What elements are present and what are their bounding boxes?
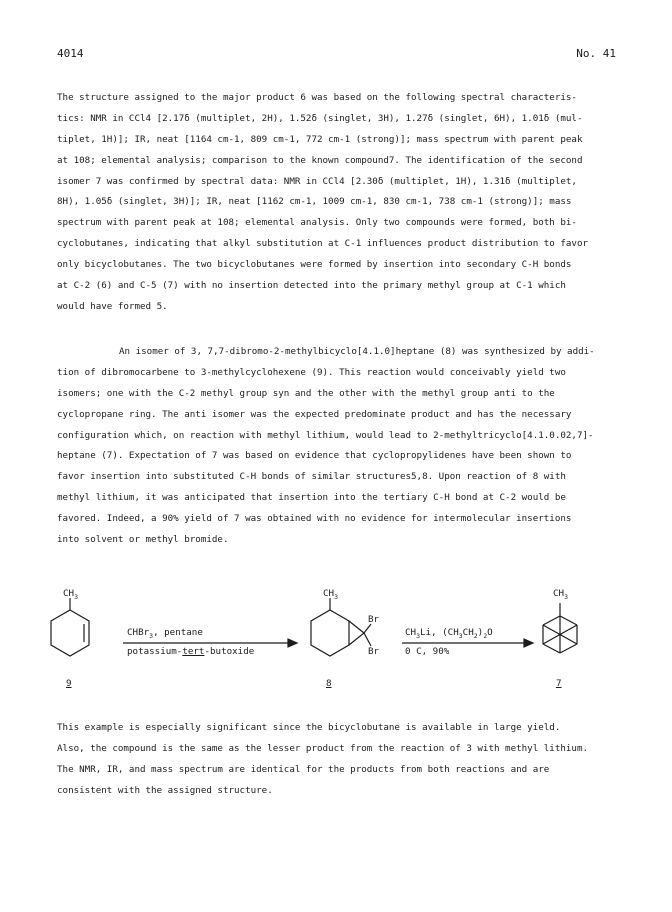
paragraph-significance bbox=[57, 718, 623, 802]
text-line: would have formed 5. bbox=[57, 300, 168, 312]
bromo-bond bbox=[364, 633, 371, 646]
text-line: This example is especially significant since the bicyclobutane is available in large yield. bbox=[57, 722, 561, 733]
page-number: 4014 bbox=[57, 47, 84, 60]
ring-bond bbox=[543, 644, 560, 653]
cyclohexene-ring bbox=[51, 610, 89, 656]
text-line: cyclopropane ring. The anti isomer was the expected predominate product and has the necessary bbox=[57, 408, 572, 420]
text-line: spectrum with parent peak at 108; elemental analysis. Only two compounds were formed, both bi- bbox=[57, 217, 577, 229]
ring-bond bbox=[543, 616, 560, 625]
paragraph-isomer-synthesis bbox=[57, 342, 623, 551]
arrow-head-2 bbox=[524, 639, 533, 647]
text-line: tics: NMR in CCl4 [2.17δ (multiplet, 2H), 1.52δ (singlet, 3H), 1.27δ (singlet, 6H), 1.01δ (mul- bbox=[57, 112, 583, 124]
bromine-label: Br bbox=[368, 614, 380, 625]
bromine-label: Br bbox=[368, 646, 380, 657]
reagent-2-bottom: 0 C, 90% bbox=[405, 646, 450, 657]
cyclopropane-bond bbox=[349, 621, 364, 633]
bromo-bond bbox=[364, 624, 371, 633]
text-line: heptane (7). Expectation of 7 was based on evidence that cyclopropylidenes have been shown to bbox=[57, 450, 572, 462]
text-line: isomer 7 was confirmed by spectral data: NMR in CCl4 [2.30δ (multiplet, 1H), 1.31δ (multiplet, bbox=[57, 175, 577, 187]
cyclohexane-ring bbox=[311, 610, 349, 656]
reagent-1-top: CHBr$_3$, pentane bbox=[127, 627, 203, 640]
text-line: configuration which, on reaction with methyl lithium, would lead to 2-methyltricyclo[4.1.0.02,7]- bbox=[57, 429, 594, 441]
text-line: at C-2 (6) and C-5 (7) with no insertion detected into the primary methyl group at C-1 which bbox=[57, 280, 566, 292]
text-line: An isomer of 3, 7,7-dibromo-2-methylbicyclo[4.1.0]heptane (8) was synthesized by addi- bbox=[119, 346, 595, 357]
ring-bond bbox=[560, 616, 577, 625]
scheme-drawing bbox=[0, 588, 672, 698]
reagent-2-top: $CH_3Li$, $(CH_3CH_2)_2O$ bbox=[405, 627, 493, 640]
paragraph-spectral-data bbox=[57, 88, 623, 318]
text-line: consistent with the assigned structure. bbox=[57, 784, 273, 796]
compound-label-8: 8 bbox=[326, 678, 332, 689]
text-line: The NMR, IR, and mass spectrum are identical for the products from both reactions and are bbox=[57, 763, 550, 775]
issue-number: No. 41 bbox=[576, 47, 616, 60]
text-line: Also, the compound is the same as the lesser product from the reaction of 3 with methyl lithium. bbox=[57, 742, 589, 754]
text-line: favor insertion into substituted C-H bonds of similar structures5,8. Upon reaction of 8 with bbox=[57, 471, 566, 483]
text-line: 8H), 1.05δ (singlet, 3H)]; IR, neat [1162 cm-1, 1009 cm-1, 830 cm-1, 738 cm-1 (strong)]; mass bbox=[57, 196, 572, 208]
methyl-label: $CH_3$ bbox=[323, 588, 338, 601]
methyl-label: $CH_3$ bbox=[553, 588, 568, 601]
text-line: only bicyclobutanes. The two bicyclobutanes were formed by insertion into secondary C-H bonds bbox=[57, 259, 572, 271]
reagent-1-bottom: potassium-tert-butoxide bbox=[127, 646, 255, 657]
methyl-label: $CH_3$ bbox=[63, 588, 78, 601]
text-line: cyclobutanes, indicating that alkyl substitution at C-1 influences product distribution to favor bbox=[57, 238, 589, 250]
compound-label-9: 9 bbox=[66, 678, 72, 689]
text-line: tiplet, 1H)]; IR, neat [1164 cm-1, 809 cm-1, 772 cm-1 (strong)]; mass spectrum with parent peak bbox=[57, 133, 583, 145]
cyclopropane-bond bbox=[349, 633, 364, 645]
ring-bond bbox=[560, 644, 577, 653]
reaction-scheme bbox=[0, 588, 672, 698]
compound-label-7: 7 bbox=[556, 678, 562, 689]
text-line: favored. Indeed, a 90% yield of 7 was obtained with no evidence for intermolecular insertions bbox=[57, 513, 572, 525]
arrow-head-1 bbox=[288, 639, 297, 647]
text-line: The structure assigned to the major product 6 was based on the following spectral characteris- bbox=[57, 92, 577, 103]
text-line: methyl lithium, it was anticipated that insertion into the tertiary C-H bond at C-2 would be bbox=[57, 492, 566, 504]
text-line: into solvent or methyl bromide. bbox=[57, 534, 229, 546]
text-line: at 108; elemental analysis; comparison to the known compound7. The identification of the second bbox=[57, 154, 583, 166]
text-line: isomers; one with the C-2 methyl group syn and the other with the methyl group anti to the bbox=[57, 387, 555, 399]
text-line: tion of dibromocarbene to 3-methylcyclohexene (9). This reaction would conceivably yield two bbox=[57, 366, 566, 378]
